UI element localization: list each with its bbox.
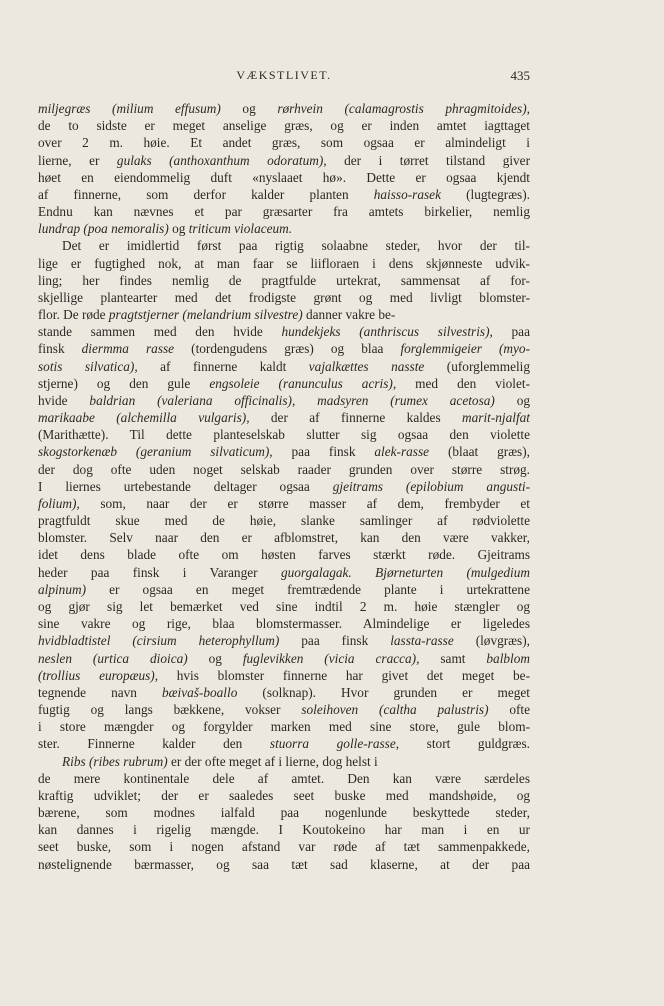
text-run: samt — [419, 650, 487, 666]
text-run: paa — [492, 324, 530, 340]
text-run: og — [220, 101, 278, 116]
text-line — [38, 735, 530, 752]
text-run: finsk — [38, 341, 82, 357]
page-header — [38, 68, 530, 86]
italic-term: folium), — [38, 495, 80, 511]
text-run: og — [494, 392, 530, 408]
text-line — [38, 495, 530, 512]
text-run: (Marithætte). Til dette planteselskab slutter sig ogsaa den violette — [38, 427, 530, 443]
text-line — [38, 650, 530, 667]
text-line — [38, 152, 530, 169]
text-run: er ogsaa en meget fremtrædende plante i urtekrattene — [86, 581, 530, 597]
text-run: der af finnerne kaldes — [249, 410, 463, 426]
text-line — [38, 632, 530, 649]
italic-term: soleihoven (caltha palustris) — [301, 702, 489, 718]
italic-term: stuorra golle-rasse, — [269, 736, 400, 752]
text-run: sine vakre og rige, blaa blomstermasser. Almindelige er ligeledes — [38, 616, 530, 632]
italic-term: pragtstjerner (melandrium silvestre) — [108, 307, 303, 323]
text-run: ster. Finnerne kalder den — [38, 736, 270, 752]
text-line — [38, 426, 530, 443]
text-line — [38, 615, 530, 632]
text-line — [38, 323, 530, 340]
text-line — [38, 838, 530, 855]
italic-term: Bjørneturten (mulgedium — [375, 564, 530, 580]
text-line — [38, 255, 530, 272]
text-line — [38, 478, 530, 495]
text-line — [38, 564, 530, 581]
italic-term: alek-rasse — [374, 444, 430, 460]
italic-term: gulaks (anthoxanthum odoratum), — [116, 152, 327, 168]
italic-term: sotis silvatica), — [38, 358, 138, 374]
italic-term: skogstorkenæb (geranium silvaticum), — [38, 444, 273, 460]
text-run — [352, 565, 375, 580]
italic-term: lassta-rasse — [390, 633, 454, 649]
text-line — [38, 272, 530, 289]
page-number: 435 — [510, 68, 530, 83]
text-run: af finnerne kaldt — [137, 358, 309, 374]
text-line — [38, 186, 530, 203]
text-run: ling; her findes nemlig de pragtfulde urtekrat, sammensat af for- — [38, 272, 530, 288]
text-run: paa finsk — [279, 633, 391, 649]
italic-term: engsoleie (ranunculus acris), — [209, 375, 397, 391]
italic-term: rørhvein (calamagrostis phragmitoides), — [277, 101, 530, 116]
text-line — [38, 306, 530, 323]
text-line — [38, 546, 530, 563]
italic-term: lundrap (poa nemoralis) — [38, 221, 169, 237]
text-run: pragtfuldt skue med de høie, slanke samlinger af rødviolette — [38, 513, 530, 529]
text-run: som, naar der er større masser af dem, frembyder et — [79, 495, 530, 511]
text-line — [38, 856, 530, 873]
italic-term: marit-njalfat — [462, 410, 530, 426]
text-run: ofte — [488, 702, 531, 718]
italic-term: bæivaš-boallo — [162, 684, 238, 700]
italic-term: gjeitrams (epilobium angusti- — [332, 478, 531, 494]
text-run: og gjør sig let bemærket ved sine indtil 2 m. høie stængler og — [38, 598, 530, 614]
text-run: Det er imidlertid først paa rigtig solaabne steder, hvor der til- — [62, 238, 530, 254]
italic-term: balblom — [486, 650, 530, 666]
text-run: stande sammen med den hvide — [38, 324, 282, 340]
text-run: hvis blomster finnerne har givet det meget be- — [158, 667, 530, 683]
text-run: heder paa finsk i Varanger — [38, 564, 281, 580]
italic-term: forglemmigeier (myo- — [400, 341, 531, 357]
text-line — [38, 667, 530, 684]
running-title: VÆKSTLIVET. — [236, 68, 332, 82]
italic-term: fuglevikken (vicia cracca), — [242, 650, 420, 666]
text-line — [38, 461, 530, 478]
italic-term: haisso-rasek — [373, 186, 441, 202]
text-run: de mere kontinentale dele af amtet. Den kan være særdeles — [38, 770, 530, 786]
text-line — [38, 529, 530, 546]
text-line — [38, 289, 530, 306]
text-run: der dog ofte uden noget selskab raader grunden over større strøg. — [38, 461, 530, 477]
text-run: danner vakre be- — [302, 307, 396, 323]
text-line — [38, 598, 530, 615]
text-line — [38, 718, 530, 735]
text-line — [38, 443, 530, 460]
text-run: stort guldgræs. — [399, 736, 531, 752]
text-line — [38, 787, 530, 804]
text-run: (uforglemmelig — [424, 358, 531, 374]
text-line — [38, 804, 530, 821]
text-run: fugtig og langs bækkene, vokser — [38, 702, 302, 718]
text-line — [38, 409, 530, 426]
text-run: (tordengudens græs) og blaa — [174, 341, 401, 357]
italic-term: alpinum) — [38, 581, 87, 597]
text-line — [38, 237, 530, 254]
text-line — [38, 684, 530, 701]
text-run: over 2 m. høie. Et andet græs, som ogsaa er almindeligt i — [38, 135, 530, 151]
text-run: paa finsk — [272, 444, 375, 460]
text-run: nøstelignende bærmasser, og saa tæt sad klaserne, at der paa — [38, 856, 530, 872]
text-run: med den violet- — [396, 375, 531, 391]
text-run: af finnerne, som derfor kalder planten — [38, 186, 374, 202]
text-line — [38, 375, 530, 392]
text-run: (blaat græs), — [429, 444, 530, 460]
text-run: I liernes urtebestande deltager ogsaa — [38, 478, 333, 494]
text-line — [38, 512, 530, 529]
text-line — [38, 117, 530, 134]
text-run: flor. De røde — [38, 307, 109, 323]
text-run: blomster. Selv naar den er afblomstret, kan den være vakker, — [38, 530, 530, 546]
italic-term: hundekjeks (anthriscus silvestris), — [281, 324, 493, 340]
text-run: (løvgræs), — [453, 633, 530, 649]
text-run — [295, 393, 317, 408]
text-run: høet en eiendommelig duft «nyslaaet hø». Dette er ogsaa kjendt — [38, 169, 530, 185]
italic-term: triticum violaceum. — [188, 221, 293, 237]
italic-term: hvidbladtistel (cirsium heterophyllum) — [38, 633, 280, 649]
italic-term: baldrian (valeriana officinalis), — [89, 392, 296, 408]
text-line — [38, 100, 530, 117]
text-run: kraftig udviklet; der er saaledes seet buske med mandshøide, og — [38, 787, 530, 803]
italic-term: madsyren (rumex acetosa) — [317, 392, 495, 408]
text-run: i store mængder og forgylder marken med sine store, gule blom- — [38, 719, 530, 735]
text-line — [38, 340, 530, 357]
text-run: seet buske, som i nogen afstand var røde af tæt sammenpakkede, — [38, 839, 530, 855]
text-run: (solknap). Hvor grunden er meget — [237, 684, 530, 700]
text-run: de to sidste er meget anselige græs, og er inden amtet iagttaget — [38, 118, 530, 134]
italic-term: (trollius europæus), — [38, 667, 159, 683]
text-line — [38, 203, 530, 220]
text-run: skjellige plantearter med det frodigste grønt og med livligt blomster- — [38, 289, 530, 305]
italic-term: guorgalagak. — [280, 564, 352, 580]
text-run: der i tørret tilstand giver — [326, 152, 531, 168]
text-run: (lugtegræs). — [440, 186, 530, 202]
text-run: idet dens blade ofte om høsten farves stærkt røde. Gjeitrams — [38, 547, 530, 563]
text-line — [38, 753, 530, 770]
text-run: hvide — [38, 392, 90, 408]
text-line — [38, 220, 530, 237]
body-text — [38, 100, 530, 873]
text-line — [38, 581, 530, 598]
italic-term: vajalkættes nasste — [308, 358, 425, 374]
text-line — [38, 770, 530, 787]
italic-term: marikaabe (alchemilla vulgaris), — [38, 410, 250, 426]
text-run: er der ofte meget af i lierne, dog helst i — [167, 753, 378, 769]
text-run: tegnende navn — [38, 684, 162, 700]
italic-term: diermma rasse — [81, 341, 175, 357]
text-line — [38, 134, 530, 151]
text-run: lige er fugtighed nok, at man faar se liifloraen i dens skjønneste udvik- — [38, 255, 530, 271]
text-line — [38, 701, 530, 718]
text-run: og — [168, 221, 189, 237]
text-run: lierne, er — [38, 152, 117, 168]
text-line — [38, 358, 530, 375]
italic-term: neslen (urtica dioica) — [38, 650, 188, 666]
text-run: Endnu kan nævnes et par græsarter fra amtets birkelier, nemlig — [38, 204, 530, 220]
text-run: kan dannes i rigelig mængde. I Koutokeino har man i en ur — [38, 822, 530, 838]
text-line — [38, 392, 530, 409]
italic-term: Ribs (ribes rubrum) — [62, 753, 168, 769]
text-line — [38, 821, 530, 838]
text-run: bærene, som modnes ialfald paa nogenlunde beskyttede steder, — [38, 805, 530, 821]
text-line — [38, 169, 530, 186]
text-run: og — [187, 650, 243, 666]
italic-term: miljegræs (milium effusum) — [38, 101, 221, 116]
text-run: stjerne) og den gule — [38, 375, 210, 391]
